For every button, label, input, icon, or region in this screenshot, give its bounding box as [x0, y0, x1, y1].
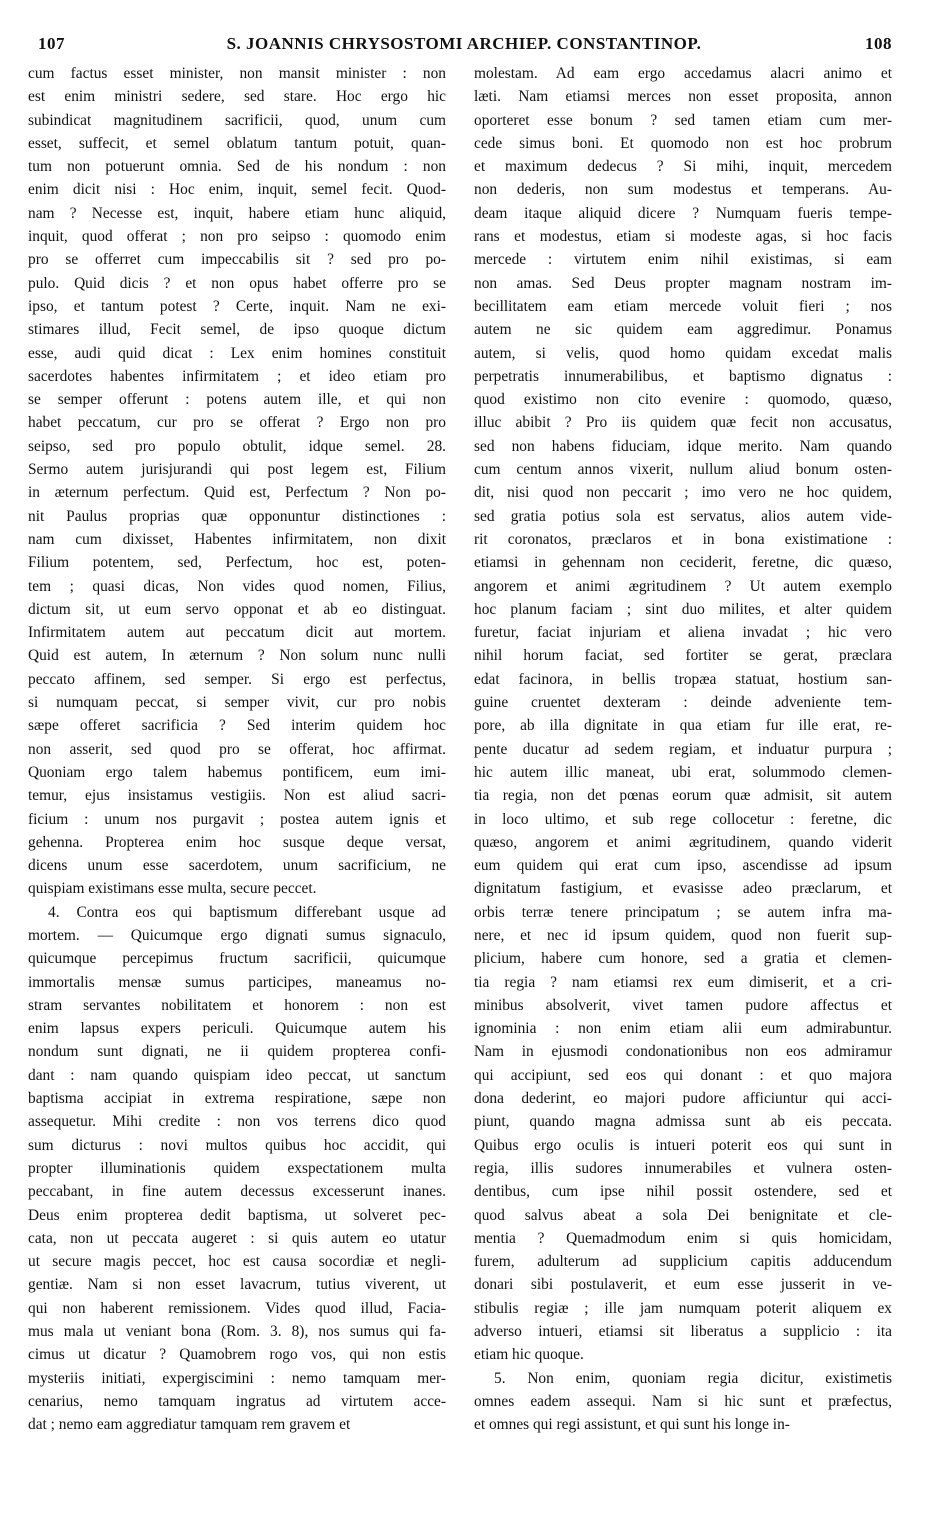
text-line: Filium potentem, sed, Perfectum, hoc est, poten- — [28, 554, 446, 572]
text-line: Nam in ejusmodi condonationibus non eos admiramur — [474, 1043, 892, 1061]
text-line: furem, adulterum ad supplicium capitis adducendum — [474, 1253, 892, 1271]
text-line: nondum sunt dignati, ne ii quidem propterea confi- — [28, 1043, 446, 1061]
text-line: autem ne sic quidem eam aggredimur. Ponamus — [474, 321, 892, 339]
running-title: S. JOANNIS CHRYSOSTOMI ARCHIEP. CONSTANTINOP. — [226, 34, 702, 53]
text-line: nit Paulus proprias quæ opponuntur distinctiones : — [28, 507, 446, 525]
text-line: gehenna. Propterea enim hoc susque deque versat, — [28, 833, 446, 851]
text-line: ipso, et tantum potest ? Certe, inquit. Nam ne exi- — [28, 297, 446, 315]
text-line: est enim ministri sedere, sed stare. Hoc ergo hic — [28, 88, 446, 106]
text-line: Quid est autem, In æternum ? Non solum nunc nulli — [28, 647, 446, 665]
text-line: Infirmitatem autem aut peccatum dicit aut mortem. — [28, 624, 446, 642]
text-line: quicumque percepimus fructum sacrificii, quicumque — [28, 950, 446, 968]
text-line: stibulis regiæ ; ille jam numquam poterit aliquem ex — [474, 1299, 892, 1317]
text-line: deam itaque aliquid dicere ? Numquam fueris tempe- — [474, 204, 892, 222]
text-line: quod salvus abeat a sola Dei benignitate et cle- — [474, 1206, 892, 1224]
text-line: hoc planum faciam ; sint duo milites, et alter quidem — [474, 600, 892, 618]
text-line: mortem. — Quicumque ergo dignati sumus signaculo, — [28, 926, 446, 944]
text-line: non dederis, non sum modestus et temperans. Au- — [474, 181, 892, 199]
text-line: assequetur. Mihi credite : non vos terrens dico quod — [28, 1113, 446, 1131]
text-line: pente ducatur ad sedem regiam, et induatur purpura ; — [474, 740, 892, 758]
text-line: subindicat magnitudinem sacrificii, quod, unum cum — [28, 111, 446, 129]
text-line: quispiam existimans esse multa, secure peccet. — [28, 880, 317, 898]
text-line: sum dicturus : novi multos quibus hoc accidit, qui — [28, 1136, 446, 1154]
text-line: Sermo autem jurisjurandi qui post legem est, Filium — [28, 461, 446, 479]
right-column — [474, 62, 892, 1437]
text-line: mus mala ut veniant bona (Rom. 3. 8), nos sumus qui fa- — [28, 1323, 446, 1341]
left-column — [28, 62, 446, 1437]
text-line: quæso, angorem et animi ægritudinem, quando viderit — [474, 833, 892, 851]
text-line: et omnes qui regi assistunt, et qui sunt his longe in- — [474, 1416, 790, 1434]
text-line: peccato affinem, sed semper. Si ergo est perfectus, — [28, 670, 446, 688]
text-line: 5. Non enim, quoniam regia dicitur, existimetis — [494, 1369, 892, 1387]
text-line: dant : nam quando quispiam ideo peccat, ut sanctum — [28, 1066, 446, 1084]
text-line: eum quidem qui erat cum ipso, ascendisse ad ipsum — [474, 857, 892, 875]
text-line: Deus enim propterea dedit baptisma, ut solveret pec- — [28, 1206, 446, 1224]
text-line: becillitatem eam etiam mercede voluit fieri ; nos — [474, 297, 892, 315]
text-line: 4. Contra eos qui baptismum differebant usque ad — [48, 903, 446, 921]
text-line: nam ? Necesse est, inquit, habere etiam hunc aliquid, — [28, 204, 446, 222]
text-line: mentia ? Quemadmodum enim si quis homicidam, — [474, 1229, 892, 1247]
text-line: sæpe offeret sacrificia ? Sed interim quidem hoc — [28, 717, 446, 735]
text-line: minibus absolverit, vivet tamen pudore affectus et — [474, 996, 892, 1014]
text-line: angorem et animi ægritudinem ? Ut autem exemplo — [474, 577, 892, 595]
text-line: non amas. Sed Deus propter magnam nostram im- — [474, 274, 892, 292]
text-line: habet peccatum, cur pro se offerat ? Ergo non pro — [28, 414, 446, 432]
text-line: seipso, sed pro populo obtulit, idque semel. 28. — [28, 437, 446, 455]
text-line: enim lapsus expers periculi. Quicumque autem his — [28, 1020, 446, 1038]
text-line: se semper offerunt : potens autem ille, et qui non — [28, 391, 446, 409]
text-line: dat ; nemo eam aggrediatur tamquam rem gravem et — [28, 1416, 351, 1434]
text-line: gentiæ. Nam si non esset lavacrum, tutius viverent, ut — [28, 1276, 446, 1294]
text-line: inquit, quod offerat ; non pro seipso : quomodo enim — [28, 228, 446, 246]
text-line: qui accipiunt, sed eos qui donant : et quo majora — [474, 1066, 892, 1084]
text-line: etiamsi in gehennam non ceciderit, feretne, dic quæso, — [474, 554, 892, 572]
text-line: dona dederint, eo majori pudore afficiuntur qui acci- — [474, 1090, 892, 1108]
text-line: ut secure magis peccet, hoc est causa socordiæ et negli- — [28, 1253, 446, 1271]
text-line: molestam. Ad eam ergo accedamus alacri animo et — [474, 65, 892, 82]
text-line: adverso intueri, etiamsi sit liberatus a supplicio : ita — [474, 1323, 892, 1341]
text-line: autem, si velis, quod homo quidam excedat malis — [474, 344, 892, 362]
text-line: sed non habens fiduciam, idque merito. Nam quando — [474, 437, 892, 455]
page-number-right: 108 — [865, 34, 892, 53]
text-line: Quibus ergo oculis is intueri poterit eos qui sunt in — [474, 1136, 892, 1154]
text-line: tia regia, non det pœnas eorum quæ admisit, sit autem — [474, 787, 892, 805]
text-line: mysteriis initiati, expergiscimini : nemo tamquam mer- — [28, 1369, 446, 1387]
text-line: donari sibi postulaverit, et eum esse jusserit in ve- — [474, 1276, 892, 1294]
text-line: Quoniam ergo talem habemus pontificem, eum imi- — [28, 763, 446, 781]
text-line: baptisma accipiat in extrema respiratione, sæpe non — [28, 1090, 446, 1108]
text-line: guine cruentet dexteram : deinde adveniente tem- — [474, 694, 892, 712]
text-line: qui non haberent remissionem. Vides quod illud, Facia- — [28, 1299, 446, 1317]
text-line: piunt, quando magna admissa sunt ab eis peccata. — [474, 1113, 892, 1131]
text-line: nihil horum faciat, sed fortiter se gerat, præclara — [474, 647, 892, 665]
text-line: ficium : unum nos purgavit ; postea autem ignis et — [28, 810, 446, 828]
text-line: enim dicit nisi : Hoc enim, inquit, semel fecit. Quod- — [28, 181, 446, 199]
text-line: esset, suffecit, et semel oblatum tantum potuit, quan- — [28, 134, 446, 152]
text-line: dit, nisi quod non peccarit ; imo vero ne hoc quidem, — [474, 484, 892, 502]
text-line: cum factus esset minister, non mansit minister : non — [28, 65, 446, 82]
text-line: stimares illud, Fecit semel, de ipso quoque dictum — [28, 321, 446, 339]
text-line: dentibus, cum ipse nihil possit ostendere, sed et — [474, 1183, 892, 1201]
text-line: plicium, habere cum honore, sed a gratia et clemen- — [474, 950, 892, 968]
text-line: mercede : virtutem enim nihil existimas, si eam — [474, 251, 892, 269]
text-line: oporteret esse bonum ? sed tamen etiam cum mer- — [474, 111, 892, 129]
page-number-left: 107 — [38, 34, 65, 53]
text-line: furetur, faciat injuriam et aliena invadat ; hic vero — [474, 624, 892, 642]
text-line: pro se offerret cum impeccabilis sit ? sed pro po- — [28, 251, 446, 269]
text-line: quod existimo non cito evenire : quomodo, quæso, — [474, 391, 892, 409]
text-line: rit coronatos, præclaros et in bona existimatione : — [474, 530, 892, 548]
text-line: orbis terræ tenere principatum ; se autem infra ma- — [474, 903, 892, 921]
text-line: propter illuminationis quidem exspectationem multa — [28, 1159, 446, 1177]
running-header — [28, 34, 900, 58]
text-line: læti. Nam etiamsi merces non esset proposita, annon — [474, 88, 892, 106]
text-line: etiam hic quoque. — [474, 1346, 584, 1364]
text-line: tem ; quasi dicas, Non vides quod nomen, Filius, — [28, 577, 446, 595]
text-line: tia regia ? nam etiamsi rex eum dimiserit, et a cri- — [474, 973, 892, 991]
text-line: nam cum dixisset, Habentes infirmitatem, non dixit — [28, 530, 446, 548]
text-line: cimus ut dicatur ? Quamobrem rogo vos, qui non estis — [28, 1346, 446, 1364]
text-line: dignitatum fastigium, et evasisse adeo præclarum, et — [474, 880, 892, 898]
text-line: ignominia : non enim etiam alii eum admirabuntur. — [474, 1020, 892, 1038]
text-line: esse, audi quid dicat : Lex enim homines constituit — [28, 344, 446, 362]
text-line: nere, et nec id ipsum quidem, quod non fuerit sup- — [474, 926, 892, 944]
text-line: immortalis mensæ sumus participes, maneamus no- — [28, 973, 446, 991]
text-line: omnes eadem assequi. Nam si hic sunt et præfectus, — [474, 1392, 892, 1410]
text-line: hic autem illic maneat, ubi erat, solummodo clemen- — [474, 763, 892, 781]
text-line: stram servantes nobilitatem et honorem : non est — [28, 996, 446, 1014]
text-line: dictum sit, ut eum servo opponat et ab eo distinguat. — [28, 600, 446, 618]
text-line: edat facinora, in bellis tropæa statuat, hostium san- — [474, 670, 892, 688]
text-line: pulo. Quid dicis ? et non opus habet offerre pro se — [28, 274, 446, 292]
text-line: temur, ejus insistamus vestigiis. Non est aliud sacri- — [28, 787, 446, 805]
text-line: tum non potuerunt omnia. Sed de his nondum : non — [28, 158, 446, 176]
text-line: cata, non ut peccata augeret : si quis autem eo utatur — [28, 1229, 446, 1247]
text-line: perpetratis innumerabilibus, et baptismo dignatus : — [474, 367, 892, 385]
text-line: pore, ab illa dignitate in qua etiam fur ille erat, re- — [474, 717, 892, 735]
text-line: dicens unum esse sacerdotem, unum sacrificium, ne — [28, 857, 446, 875]
text-line: cenarius, nemo tamquam ingratus ad virtutem acce- — [28, 1392, 446, 1410]
text-line: non asserit, sed quod pro se offerat, hoc affirmat. — [28, 740, 446, 758]
text-line: cum centum annos vixerit, nullum aliud bonum osten- — [474, 461, 892, 479]
text-line: regia, illis sudores innumerabiles et vulnera osten- — [474, 1159, 892, 1177]
text-line: peccabant, in fine autem decessus excesserunt inanes. — [28, 1183, 446, 1201]
text-line: illuc abibit ? Pro iis quidem quæ fecit non accusatus, — [474, 414, 892, 432]
text-line: et maximum dedecus ? Si mihi, inquit, mercedem — [474, 158, 892, 176]
text-line: in æternum perfectum. Quid est, Perfectum ? Non po- — [28, 484, 446, 502]
text-line: si numquam peccat, si semper vivit, cur pro nobis — [28, 694, 446, 712]
text-line: in loco ultimo, et sub rege collocetur : feretne, dic — [474, 810, 892, 828]
text-line: cede simus boni. Et quomodo non est hoc probrum — [474, 134, 892, 152]
text-line: sacerdotes habentes infirmitatem ; et ideo etiam pro — [28, 367, 446, 385]
text-line: rans et modestus, etiam si modeste agas, si hoc facis — [474, 228, 892, 246]
text-line: sed gratia potius sola est servatus, alios autem vide- — [474, 507, 892, 525]
